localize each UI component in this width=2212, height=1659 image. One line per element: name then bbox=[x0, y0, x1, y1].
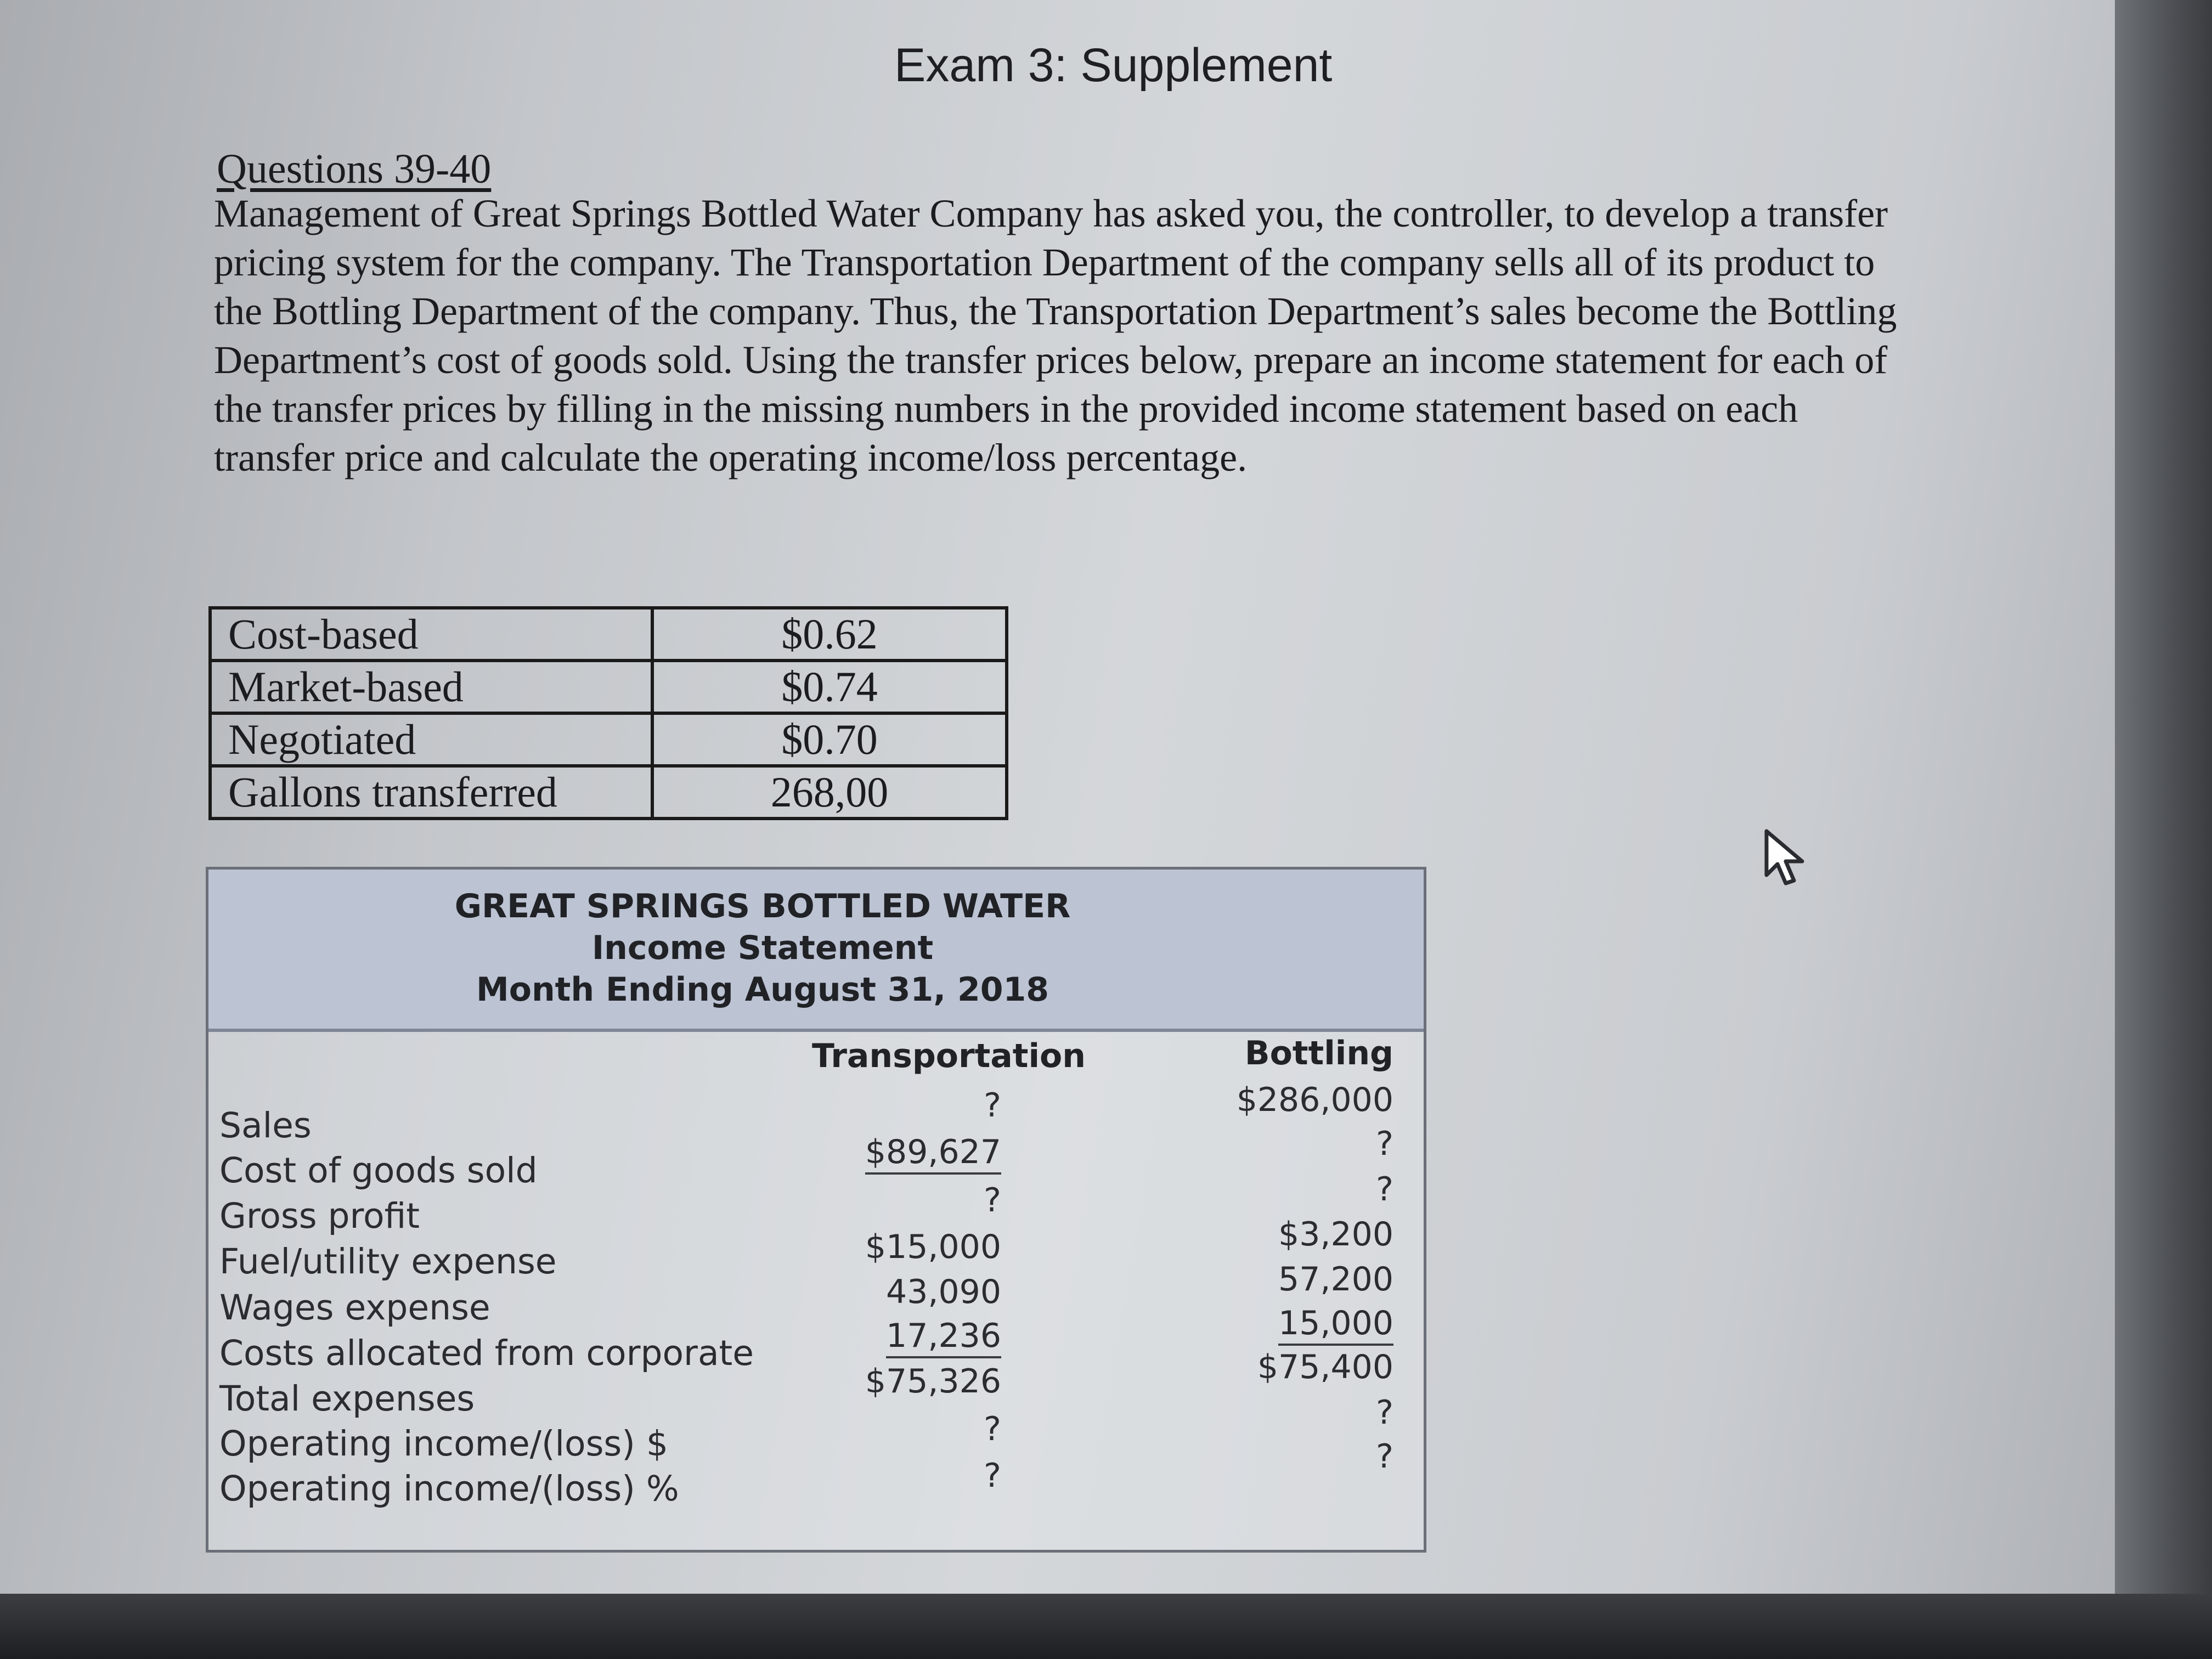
transportation-gross-profit: ? bbox=[984, 1181, 1001, 1220]
bottling-operating-income-dollars: ? bbox=[1376, 1393, 1393, 1432]
transportation-wages: 43,090 bbox=[886, 1273, 1001, 1311]
row-label-gross-profit: Gross profit bbox=[219, 1196, 420, 1236]
transfer-prices-table bbox=[208, 606, 1008, 820]
price-value: $0.62 bbox=[652, 608, 1007, 661]
transportation-sales: ? bbox=[984, 1086, 1001, 1125]
row-label-cogs: Cost of goods sold bbox=[219, 1150, 538, 1190]
bottling-cogs: ? bbox=[1376, 1125, 1393, 1163]
transportation-cogs: $89,627 bbox=[865, 1133, 1001, 1175]
price-label: Market-based bbox=[210, 661, 652, 713]
bottling-fuel-utility: $3,200 bbox=[1278, 1215, 1393, 1254]
monitor-bezel-bottom bbox=[0, 1594, 2212, 1659]
statement-period: Month Ending August 31, 2018 bbox=[476, 970, 1049, 1009]
question-heading: Questions 39-40 bbox=[217, 146, 492, 192]
company-name: GREAT SPRINGS BOTTLED WATER bbox=[454, 887, 1071, 926]
mouse-pointer-icon bbox=[1764, 828, 1808, 889]
bottling-wages: 57,200 bbox=[1278, 1260, 1393, 1299]
transportation-total-expenses: $75,326 bbox=[865, 1362, 1001, 1401]
row-label-wages: Wages expense bbox=[219, 1288, 490, 1328]
transportation-operating-income-dollars: ? bbox=[984, 1410, 1001, 1448]
table-row bbox=[210, 766, 1007, 819]
price-value: $0.74 bbox=[652, 661, 1007, 713]
income-statement-header bbox=[208, 870, 1424, 1032]
bottling-total-expenses: $75,400 bbox=[1257, 1348, 1393, 1386]
row-label-operating-income-dollars: Operating income/(loss) $ bbox=[219, 1424, 668, 1464]
transportation-fuel-utility: $15,000 bbox=[865, 1228, 1001, 1266]
bottling-gross-profit: ? bbox=[1376, 1170, 1393, 1209]
question-text: Management of Great Springs Bottled Water Company has asked you, the controller, to develop a transfer pricing system for the company. The Transportation Department of the company sells all of its product to the Bottling Department of the company. Thus, the Transportation Department’s sales become the Bottling Department’s cost of goods sold. Using the transfer prices below, prepare an income statement for each of the transfer prices by filling in the missing numbers in the provided income statement based on each transfer price and calculate the operating income/loss percentage. bbox=[214, 191, 1897, 479]
price-value: 268,00 bbox=[652, 766, 1007, 819]
monitor-bezel-right bbox=[2115, 0, 2212, 1659]
bottling-sales: $286,000 bbox=[1236, 1081, 1393, 1119]
statement-title: Income Statement bbox=[591, 929, 934, 967]
price-label: Negotiated bbox=[210, 713, 652, 766]
column-header-transportation: Transportation bbox=[812, 1037, 1086, 1075]
price-label: Cost-based bbox=[210, 608, 652, 661]
price-value: $0.70 bbox=[652, 713, 1007, 766]
column-header-bottling: Bottling bbox=[1244, 1034, 1393, 1073]
income-statement bbox=[206, 867, 1426, 1553]
row-label-total-expenses: Total expenses bbox=[219, 1379, 475, 1419]
row-label-sales: Sales bbox=[219, 1105, 312, 1146]
table-row bbox=[210, 713, 1007, 766]
table-row bbox=[210, 661, 1007, 713]
row-label-fuel-utility: Fuel/utility expense bbox=[219, 1242, 557, 1282]
transportation-corporate-costs: 17,236 bbox=[886, 1317, 1001, 1358]
table-row bbox=[210, 608, 1007, 661]
price-label: Gallons transferred bbox=[210, 766, 652, 819]
exam-title: Exam 3: Supplement bbox=[894, 39, 1333, 92]
row-label-operating-income-percent: Operating income/(loss) % bbox=[219, 1469, 679, 1509]
bottling-operating-income-percent: ? bbox=[1376, 1437, 1393, 1476]
transportation-operating-income-percent: ? bbox=[984, 1457, 1001, 1495]
row-label-corporate-costs: Costs allocated from corporate bbox=[219, 1333, 754, 1373]
bottling-corporate-costs: 15,000 bbox=[1278, 1304, 1393, 1346]
